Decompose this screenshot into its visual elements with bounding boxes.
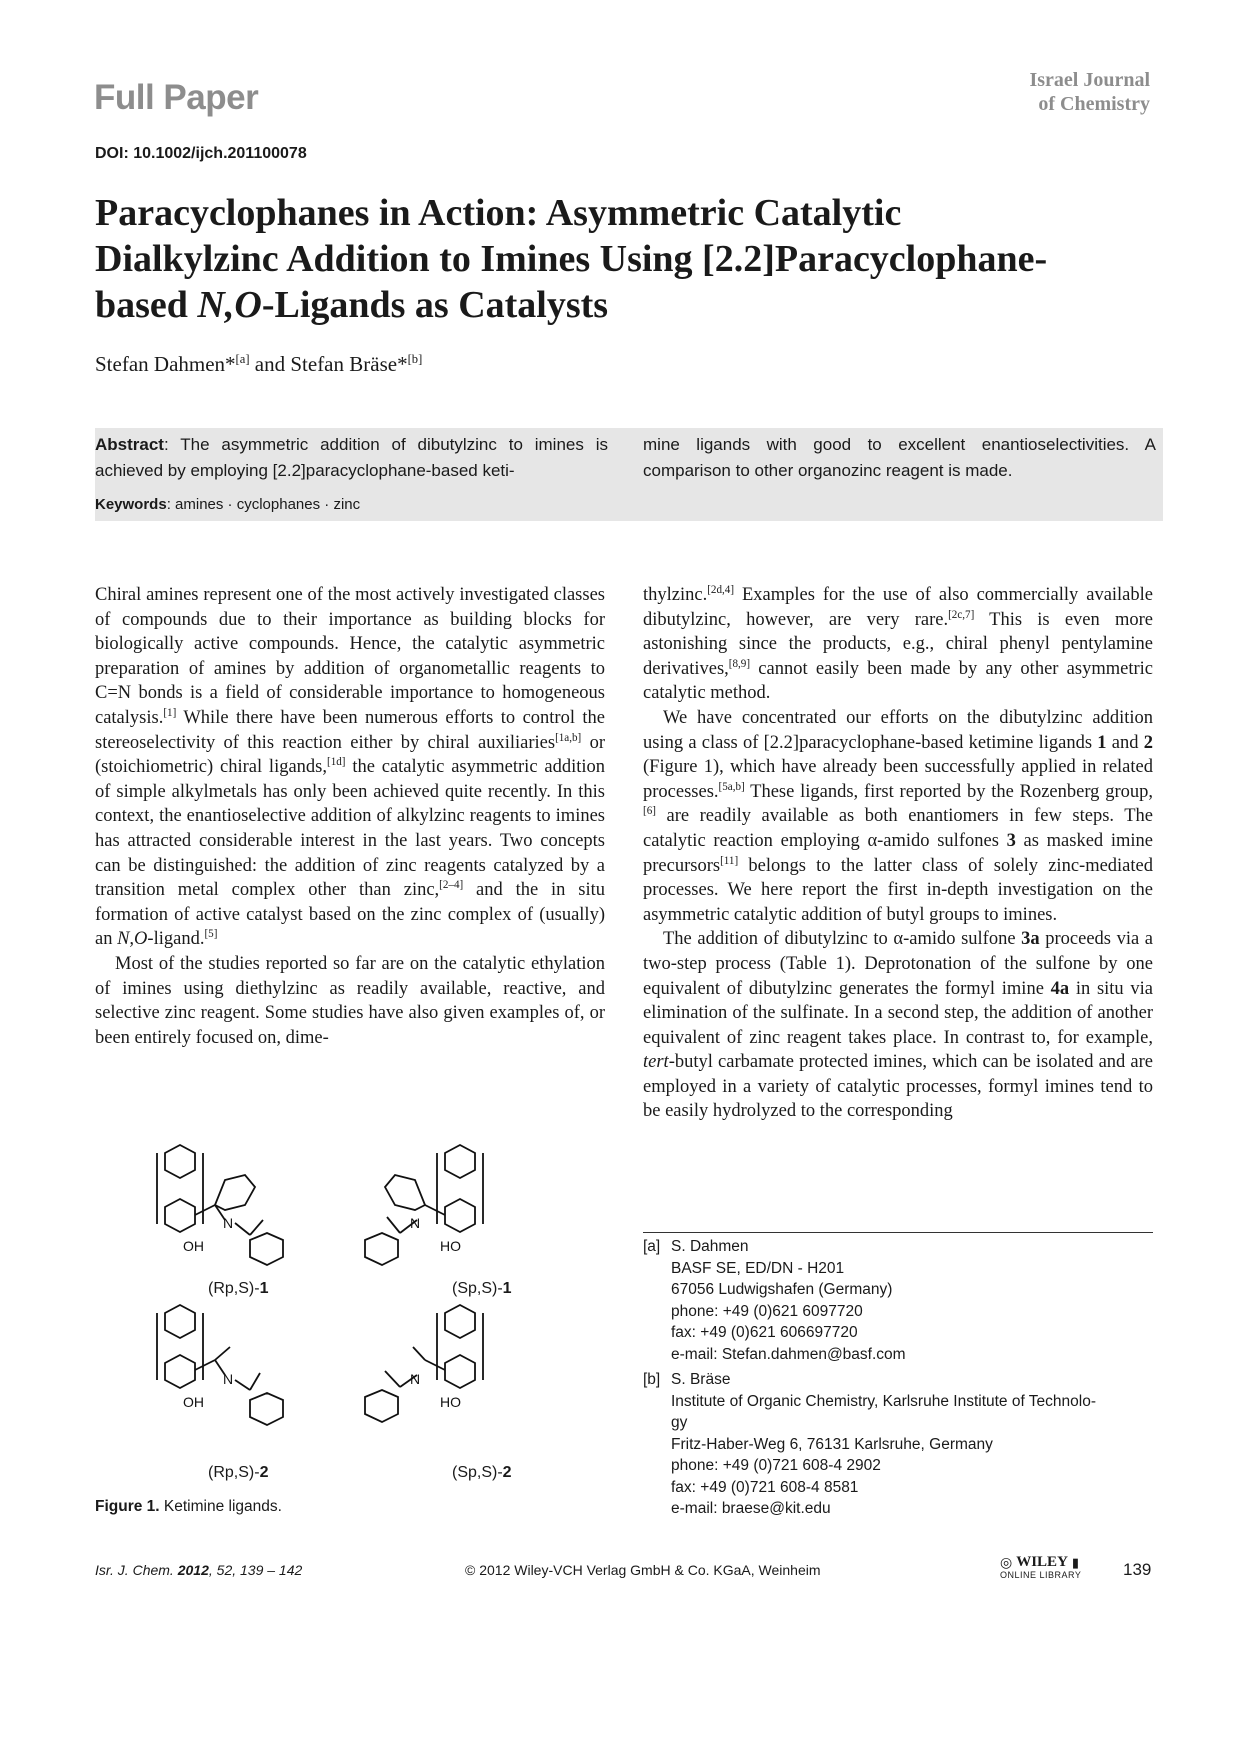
section-label: Full Paper [94,78,259,117]
structure-rps-1 [157,1145,283,1265]
text: or (stoichiometric) chiral ligands, [95,732,605,778]
phenyl-ring [365,1233,398,1265]
atom-label-n: N [410,1371,421,1387]
footer-journal: Isr. J. Chem. [95,1562,178,1578]
text: -ligand. [147,929,205,950]
benzene-ring-upper [165,1305,195,1338]
citation[interactable]: [5] [204,928,218,941]
compound-label-number: 2 [502,1464,512,1481]
text: These ligands, first reported by the Rozenberg group, [744,781,1153,802]
title-line3-italic: N,O [197,284,262,326]
text: While there have been numerous efforts to control the stereoselectivity of this reaction either by chiral auxiliaries [95,707,605,753]
abstract-right: mine ligands with good to excellent enantioselectivities. A comparison to other organozinc reagent is made. [643,435,1156,480]
atom-label-n: N [410,1215,421,1231]
bond [235,1223,250,1235]
text: thylzinc. [643,585,708,605]
footnote-email[interactable]: e-mail: Stefan.dahmen@basf.com [671,1345,906,1363]
compound-label-number: 1 [259,1280,269,1297]
text: -butyl carbamate protected imines, which can be isolated and are employed in a variety of catalytic processes, formyl imines tend to be easily hydrolyzed to the corresponding [643,1052,1153,1122]
compound-ref: 1 [1097,732,1107,753]
compound-label-number: 2 [259,1464,269,1481]
compound-label-prefix: (Rp,S)- [208,1280,260,1297]
citation[interactable]: [2–4] [439,878,464,891]
bond-methyl [385,1371,400,1387]
footnote-line: 67056 Ludwigshafen (Germany) [671,1281,893,1298]
compound-ref: 4a [1050,978,1070,999]
paper-title [95,190,1145,328]
citation[interactable]: [1a,b] [555,731,582,744]
compound-label-number: 1 [502,1280,512,1297]
journal-name-line2: of Chemistry [1038,93,1150,115]
bond-methyl [250,1373,260,1390]
citation[interactable]: [5a,b] [718,780,745,793]
author-and: and [249,352,291,376]
citation-footer [95,1562,302,1578]
compound-ref: 3 [1006,830,1016,851]
text: (Figure 1), which have already been successfully applied in related processes. [643,757,1153,802]
book-icon: ▮ [1071,1554,1080,1570]
text: in situ via elimination of the sulfinate. In a second step, the addition of another equivalent of zinc reagent takes place. In contrast to, for example, [643,978,1153,1048]
footnote-email[interactable]: e-mail: braese@kit.edu [671,1500,831,1517]
footer-year: 2012 [177,1562,209,1578]
citation[interactable]: [6] [643,805,656,818]
text: Chiral amines represent one of the most actively investigated classes of compounds due to their importance as building blocks for biologically active compounds. Hence, the catalytic asymmetric preparation of amines by addition of organometallic reagents to C=N bonds is a field of considerable importance to homogeneous catalysis. [95,585,605,728]
abstract-label: Abstract [95,435,164,454]
text: belongs to the latter class of solely zinc-mediated processes. We here report the first in-depth investigation on the asymmetric catalytic addition of butyl groups to imines. [643,855,1153,925]
text: and [1106,732,1144,753]
atom-label-oh: OH [183,1394,204,1410]
figure-caption-label: Figure 1. [95,1498,160,1515]
author-list [95,352,422,377]
text: We have concentrated our efforts on the dibutylzinc addition using a class of [2.2]paracyclophane-based ketimine ligands [643,707,1153,753]
title-line3-prefix: based [95,284,198,326]
compound-ref: 3a [1021,929,1040,950]
benzene-ring-lower [445,1199,475,1232]
footnote-text [671,1369,1151,1520]
bond [195,1205,215,1215]
compound-label-prefix: (Rp,S)- [208,1464,260,1481]
compound-label-sps-1 [452,1280,512,1298]
keywords-label: Keywords [95,496,167,513]
phenyl-ring [250,1233,283,1265]
footer-volume: , 52, 139 – 142 [208,1562,303,1578]
atom-label-n: N [223,1371,234,1387]
text: proceeds via a two-step process (Table 1). Deprotonation of the sulfone by one equivalent of dibutylzinc generates the formyl imine [643,929,1153,999]
body-column-left [95,583,605,1050]
text: cannot easily been made by any other asymmetric catalytic method. [643,658,1153,704]
wiley-wordmark: WILEY [1016,1554,1068,1570]
text: This is even more astonishing since the products, e.g., chiral phenyl pentylamine derivatives, [643,609,1153,679]
footnote-line: BASF SE, ED/DN - H201 [671,1259,845,1277]
copyright: © 2012 Wiley-VCH Verlag GmbH & Co. KGaA, Weinheim [465,1562,821,1578]
journal-name [960,68,1150,116]
footnote-line: Institute of Organic Chemistry, Karlsruhe Institute of Technolo- [671,1392,1097,1410]
abstract-text-left: : The asymmetric addition of dibutylzinc to imines is achieved by employing [2.2]paracyclophane-based keti- [95,435,608,480]
citation[interactable]: [1d] [327,756,346,768]
bond-methyl [387,1217,400,1233]
journal-name-line1: Israel Journal [1029,69,1150,91]
bond-methyl [413,1347,425,1360]
compound-ref: 2 [1143,732,1153,753]
benzene-ring-upper [165,1145,195,1178]
title-line3 [95,282,1145,328]
text: The addition of dibutylzinc to α-amido sulfone [663,929,1022,950]
title-line2: Dialkylzinc Addition to Imines Using [2.2]Paracyclophane- [95,238,1048,280]
atom-label-n: N [223,1215,234,1231]
footnote-line: phone: +49 (0)721 608-4 2902 [671,1457,881,1474]
benzene-ring-upper [445,1305,475,1338]
wiley-logo[interactable] [1000,1554,1081,1580]
text: Examples for the use of also commercially available dibutylzinc, however, are very rare. [643,585,1153,630]
text: are readily available as both enantiomers in few steps. The catalytic reaction employing α-amido sulfones [643,806,1153,851]
text-italic: tert [643,1052,669,1073]
abstract-left [95,432,608,484]
atom-label-ho: HO [440,1394,461,1410]
bond [425,1205,445,1215]
citation[interactable]: [2c,7] [948,608,975,621]
compound-label-prefix: (Sp,S)- [452,1280,503,1297]
paragraph [643,927,1153,1124]
paragraph [643,583,1153,706]
author-2-affiliation: [b] [407,352,423,366]
text-italic: N,O [117,929,148,950]
compound-label-rps-2 [208,1464,268,1482]
structure-sps-2 [365,1305,483,1422]
benzene-ring-lower [445,1355,475,1388]
structure-sps-1 [365,1145,483,1265]
footnote-line: gy [671,1414,688,1431]
footnote-line: phone: +49 (0)621 6097720 [671,1302,863,1320]
footnote-divider [643,1232,1153,1233]
keywords-list: : amines · cyclophanes · zinc [166,496,361,513]
compound-label-rps-1 [208,1280,268,1298]
footnote-line: S. Dahmen [671,1238,749,1255]
phenyl-ring [215,1175,255,1210]
compound-label-sps-2 [452,1464,512,1482]
phenyl-ring [365,1390,398,1422]
author-2[interactable]: Stefan Bräse* [290,352,408,376]
bond [425,1360,445,1370]
paragraph [95,583,605,952]
footnote-text [671,1236,1151,1365]
page-number: 139 [1123,1560,1152,1579]
benzene-ring-lower [165,1355,195,1388]
citation[interactable]: [1] [163,706,177,719]
footnote-line: S. Bräse [671,1371,731,1388]
bond [235,1380,250,1390]
figure-caption [95,1498,282,1516]
footnote-line: fax: +49 (0)721 608-4 8581 [671,1478,859,1496]
compound-label-prefix: (Sp,S)- [452,1464,503,1481]
title-line1: Paracyclophanes in Action: Asymmetric Catalytic [95,192,902,234]
text: the catalytic asymmetric addition of simple alkylmetals has only been achieved quite recently. In this context, the enantioselective addition of alkylzinc reagents to imines has attracted considerable interest in the last years. Two concepts can be distinguished: the addition of zinc reagents catalyzed by a transition metal complex other than zinc, [95,757,605,901]
text: and the in situ formation of active catalyst based on the zinc complex of (usually) an [95,880,605,950]
citation[interactable]: [8,9] [728,657,751,670]
paragraph [643,706,1153,927]
atom-label-ho: HO [440,1238,461,1254]
keywords [95,496,360,513]
footnote-line: fax: +49 (0)621 606697720 [671,1324,858,1341]
figure-1-structures [95,1125,605,1495]
phenyl-ring [385,1175,425,1210]
footnote-tag: [a] [643,1238,661,1255]
benzene-ring-lower [165,1199,195,1232]
wiley-emblem-icon: ◎ [1000,1554,1013,1570]
author-1[interactable]: Stefan Dahmen* [95,352,236,376]
author-1-affiliation: [a] [235,352,250,366]
text: as masked imine precursors [643,830,1153,876]
footnote-line: Fritz-Haber-Weg 6, 76131 Karlsruhe, Germany [671,1435,993,1453]
doi[interactable]: DOI: 10.1002/ijch.201100078 [95,145,307,162]
phenyl-ring [250,1393,283,1425]
paragraph: Most of the studies reported so far are on the catalytic ethylation of imines using diethylzinc as readily available, reactive, and selective zinc reagent. Some studies have also given examples of, or been entirely focused on, dime- [95,953,605,1048]
atom-label-oh: OH [183,1238,204,1254]
bond [195,1360,215,1370]
bond-methyl [215,1347,230,1360]
structure-rps-2 [157,1305,283,1425]
body-column-right [643,583,1153,1124]
benzene-ring-upper [445,1145,475,1178]
citation[interactable]: [11] [720,854,739,867]
figure-caption-text: Ketimine ligands. [159,1498,282,1515]
wiley-sub: ONLINE LIBRARY [1000,1570,1082,1580]
title-line3-suffix: -Ligands as Catalysts [261,284,609,326]
bond-methyl [250,1220,263,1235]
footnote-tag: [b] [643,1371,661,1388]
citation[interactable]: [2d,4] [707,583,735,596]
